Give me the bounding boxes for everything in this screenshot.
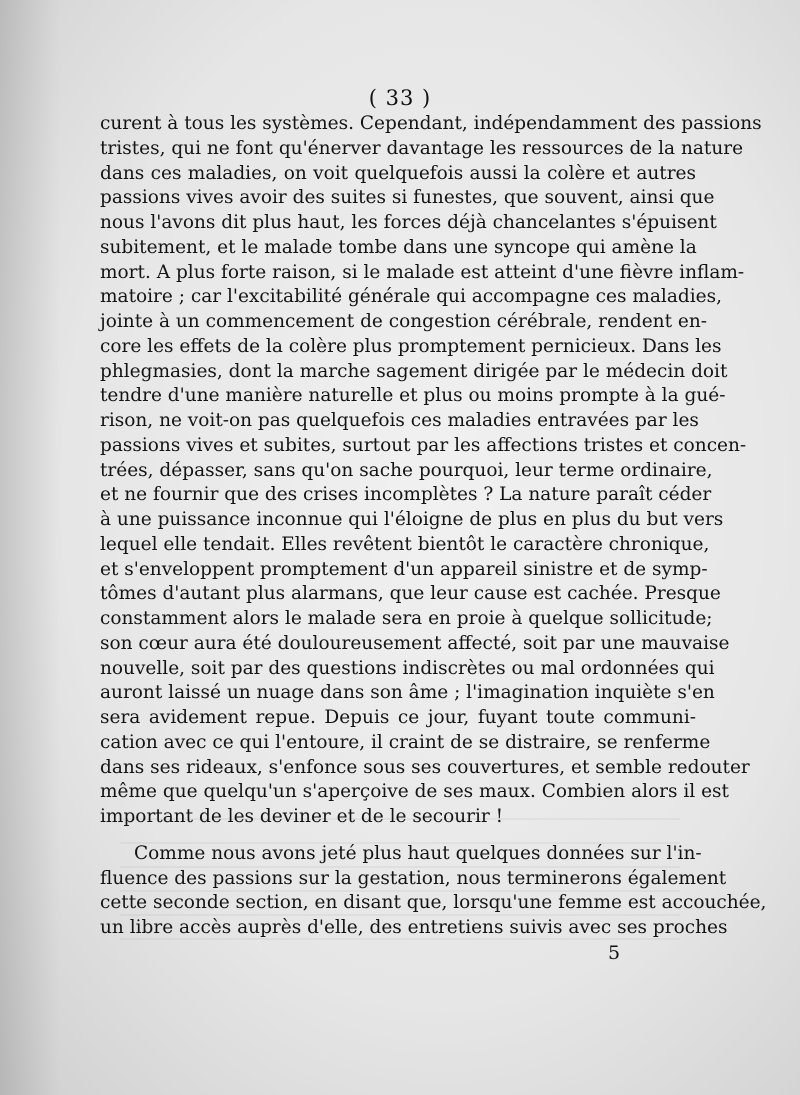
text-line: curent à tous les systèmes. Cependant, indépendamment des passions — [100, 113, 762, 134]
text-line: rison, ne voit-on pas quelquefois ces maladies entravées par les — [100, 410, 699, 431]
page-edge-shadow — [0, 0, 60, 1095]
text-line: passions vives et subites, surtout par les affections tristes et concen- — [100, 434, 747, 456]
text-line: nouvelle, soit par des questions indiscrètes ou mal ordonnées qui — [100, 657, 715, 679]
text-line: trées, dépasser, sans qu'on sache pourquoi, leur terme ordinaire, — [100, 459, 713, 481]
body-text — [100, 112, 767, 941]
text-line: dans ces maladies, on voit quelquefois aussi la colère et autres — [100, 162, 696, 184]
text-line: tristes, qui ne font qu'énerver davantage les ressources de la nature — [100, 137, 744, 159]
text-line: mort. A plus forte raison, si le malade est atteint d'une fièvre inflam- — [100, 261, 745, 283]
text-line: lequel elle tendait. Elles revêtent bientôt le caractère chronique, — [100, 533, 710, 555]
text-line: important de les deviner et de le secourir ! — [100, 806, 504, 827]
text-line: matoire ; car l'excitabilité générale qui accompagne ces maladies, — [100, 286, 722, 308]
text-line: cette seconde section, en disant que, lorsqu'une femme est accouchée, — [100, 892, 767, 914]
text-line: jointe à un commencement de congestion cérébrale, rendent en- — [100, 311, 708, 332]
text-line: son cœur aura été douloureusement affecté, soit par une mauvaise — [100, 632, 730, 654]
text-line: même que quelqu'un s'aperçoive de ses maux. Combien alors il est — [100, 781, 729, 803]
text-line: subitement, et le malade tombe dans une syncope qui amène la — [100, 236, 697, 258]
text-line: constamment alors le malade sera en proie à quelque sollicitude; — [100, 608, 713, 629]
text-line: à une puissance inconnue qui l'éloigne de plus en plus du but vers — [100, 509, 724, 530]
text-line: passions vives avoir des suites si funestes, que souvent, ainsi que — [100, 187, 715, 209]
text-line: auront laissé un nuage dans son âme ; l'imagination inquiète s'en — [100, 682, 715, 704]
text-line: un libre accès auprès d'elle, des entretiens suivis avec ses proches — [100, 917, 728, 938]
signature-mark: 5 — [608, 942, 621, 964]
text-line: tendre d'une manière naturelle et plus ou moins prompte à la gué- — [100, 385, 726, 407]
text-line: phlegmasies, dont la marche sagement dirigée par le médecin doit — [100, 360, 728, 382]
text-line: sera avidement repue. Depuis ce jour, fuyant toute communi- — [100, 707, 696, 728]
text-line: dans ses rideaux, s'enfonce sous ses couvertures, et semble redouter — [100, 756, 750, 778]
text-line: tômes d'autant plus alarmans, que leur cause est cachée. Presque — [100, 583, 721, 605]
text-line: core les effets de la colère plus promptement pernicieux. Dans les — [100, 335, 722, 357]
text-line: nous l'avons dit plus haut, les forces déjà chancelantes s'épuisent — [100, 212, 717, 233]
text-line: fluence des passions sur la gestation, nous terminerons également — [100, 867, 727, 889]
text-line: et ne fournir que des crises incomplètes ? La nature paraît céder — [100, 484, 712, 506]
text-line: Comme nous avons jeté plus haut quelques données sur l'in- — [134, 842, 702, 864]
text-line: cation avec ce qui l'entoure, il craint de se distraire, se renferme — [100, 731, 711, 753]
page-number: ( 33 ) — [368, 86, 432, 110]
text-line: et s'enveloppent promptement d'un appareil sinistre et de symp- — [100, 558, 708, 580]
